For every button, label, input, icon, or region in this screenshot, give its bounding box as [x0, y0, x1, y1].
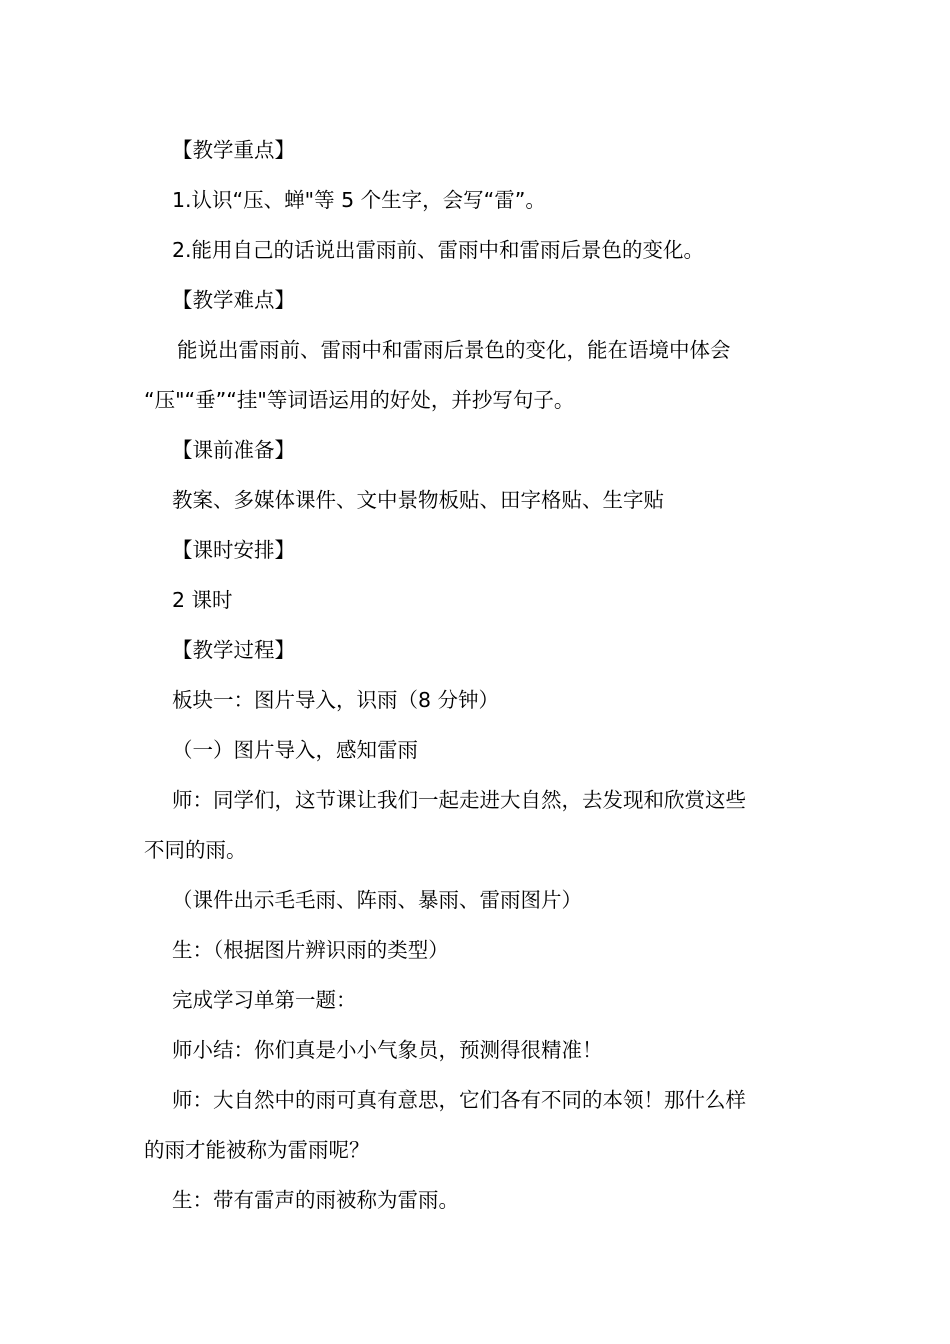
document-page	[144, 125, 810, 1225]
worksheet-instruction: 完成学习单第一题：	[172, 988, 357, 1012]
teacher-line-1-part-2: 不同的雨。	[144, 838, 247, 862]
teacher-line-2-part-2: 的雨才能被称为雷雨呢？	[144, 1138, 370, 1162]
student-line-1: 生：（根据图片辨识雨的类型）	[172, 938, 449, 962]
heading-teaching-process: 【教学过程】	[172, 638, 295, 662]
focus-item-2: 2.能用自己的话说出雷雨前、雷雨中和雷雨后景色的变化。	[172, 238, 705, 262]
preparation-text: 教案、多媒体课件、文中景物板贴、田字格贴、生字贴	[172, 488, 664, 512]
courseware-note: （课件出示毛毛雨、阵雨、暴雨、雷雨图片）	[172, 888, 582, 912]
schedule-text: 2 课时	[172, 588, 233, 612]
teacher-line-2-part-1: 师：大自然中的雨可真有意思，它们各有不同的本领！那什么样	[172, 1088, 746, 1112]
difficulty-paragraph-line-1: 能说出雷雨前、雷雨中和雷雨后景色的变化，能在语境中体会	[177, 338, 731, 362]
section-title-block-1: 板块一：图片导入，识雨（8 分钟）	[172, 688, 500, 712]
student-line-2: 生：带有雷声的雨被称为雷雨。	[172, 1188, 459, 1212]
subsection-title-1: （一）图片导入，感知雷雨	[172, 738, 418, 762]
heading-teaching-difficulty: 【教学难点】	[172, 288, 295, 312]
heading-teaching-focus: 【教学重点】	[172, 138, 295, 162]
teacher-line-1-part-1: 师：同学们，这节课让我们一起走进大自然，去发现和欣赏这些	[172, 788, 746, 812]
teacher-summary: 师小结：你们真是小小气象员，预测得很精准！	[172, 1038, 603, 1062]
focus-item-1: 1.认识“压、蝉"等 5 个生字，会写“雷”。	[172, 188, 546, 212]
difficulty-paragraph-line-2: “压"“垂”“挂"等词语运用的好处，并抄写句子。	[144, 388, 575, 412]
heading-schedule: 【课时安排】	[172, 538, 295, 562]
heading-preparation: 【课前准备】	[172, 438, 295, 462]
